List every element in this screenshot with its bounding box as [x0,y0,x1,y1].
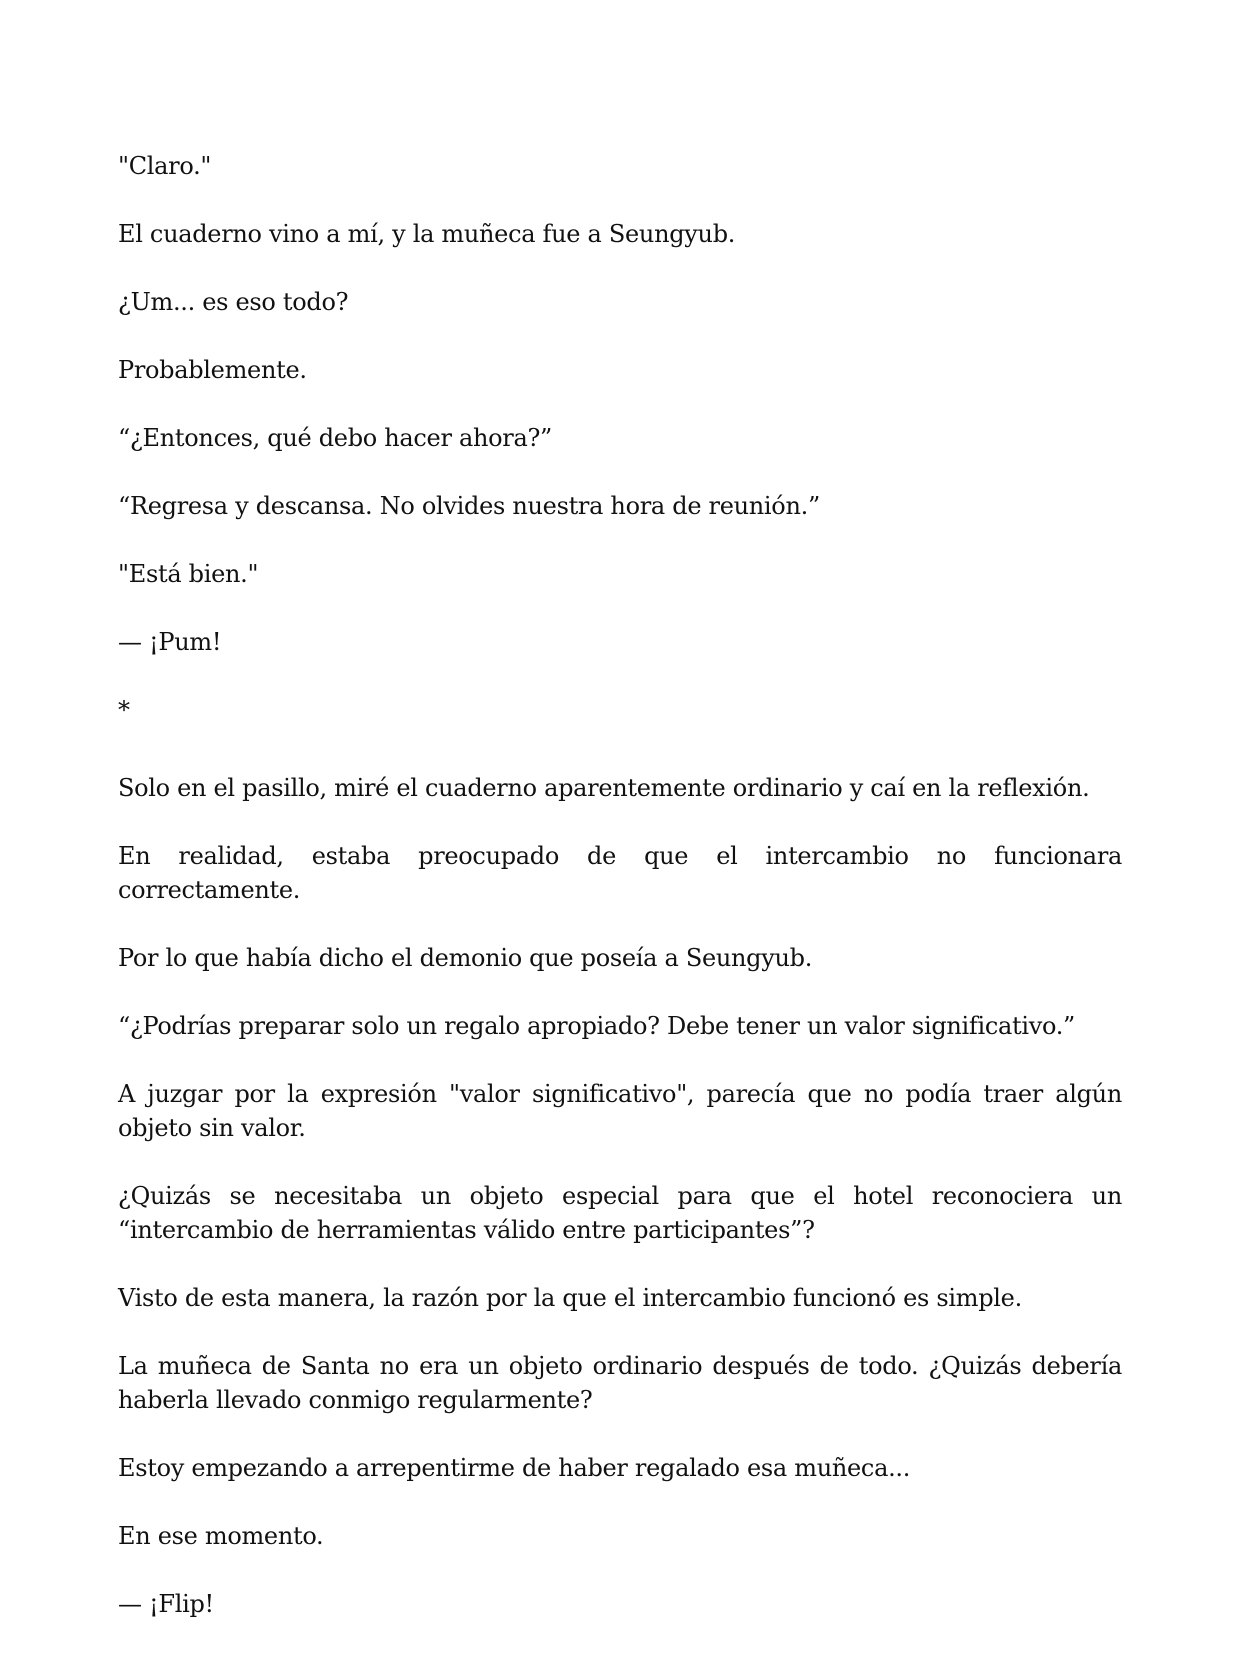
paragraph-19: — ¡Flip! [118,1590,214,1618]
paragraph-15: Visto de esta manera, la razón por la que el intercambio funcionó es simple. [118,1284,1022,1312]
paragraph-9: Solo en el pasillo, miré el cuaderno aparentemente ordinario y caí en la reflexión. [118,774,1090,802]
paragraph-12: “¿Podrías preparar solo un regalo apropiado? Debe tener un valor significativo.” [118,1012,1076,1040]
paragraph-13: A juzgar por la expresión "valor significativo", parecía que no podía traer algún objeto sin valor. [118,1080,1122,1142]
paragraph-5: “¿Entonces, qué debo hacer ahora?” [118,424,552,452]
paragraph-7: "Está bien." [118,560,259,588]
paragraph-10: En realidad, estaba preocupado de que el intercambio no funcionara correctamente. [118,842,1122,904]
paragraph-17: Estoy empezando a arrepentirme de haber regalado esa muñeca... [118,1454,911,1482]
paragraph-18: En ese momento. [118,1522,324,1550]
paragraph-14: ¿Quizás se necesitaba un objeto especial para que el hotel reconociera un “intercambio de herramientas válido entre participantes”? [118,1182,1122,1244]
scene-break: * [118,696,130,724]
paragraph-16: La muñeca de Santa no era un objeto ordinario después de todo. ¿Quizás debería haberla llevado conmigo regularmente? [118,1352,1122,1414]
paragraph-11: Por lo que había dicho el demonio que poseía a Seungyub. [118,944,813,972]
paragraph-8: — ¡Pum! [118,628,222,656]
paragraph-3: ¿Um... es eso todo? [118,288,349,316]
paragraph-6: “Regresa y descansa. No olvides nuestra hora de reunión.” [118,492,820,520]
paragraph-1: "Claro." [118,152,212,180]
document-body [118,149,1122,1655]
paragraph-4: Probablemente. [118,356,307,384]
paragraph-2: El cuaderno vino a mí, y la muñeca fue a Seungyub. [118,220,736,248]
